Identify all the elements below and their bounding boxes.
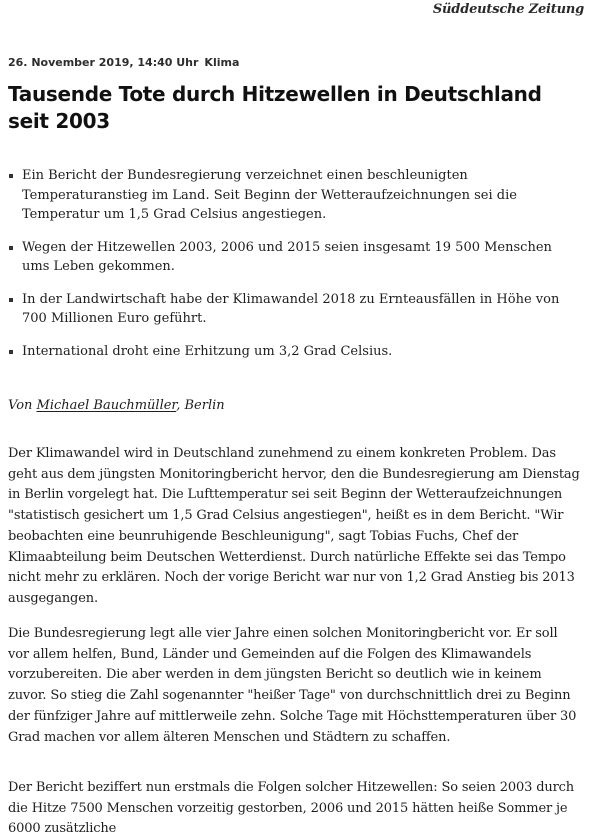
byline-location: , Berlin xyxy=(176,398,225,413)
bullet-icon xyxy=(9,298,13,302)
bullet-icon xyxy=(9,350,13,354)
summary-bullet xyxy=(8,238,573,277)
body-paragraph: Der Bericht beziffert nun erstmals die Folgen solcher Hitzewellen: So seien 2003 durch die Hitze 7500 Menschen vorzeitig gestorben, 2006 und 2015 hätten heiße Sommer je 6000 zusätzliche xyxy=(8,780,575,837)
bullet-text: Wegen der Hitzewellen 2003, 2006 und 2015 seien insgesamt 19 500 Menschen ums Leben gekommen. xyxy=(22,239,552,274)
newspaper-masthead[interactable]: Süddeutsche Zeitung xyxy=(432,2,584,17)
bullet-icon xyxy=(9,174,13,178)
bullet-text: International droht eine Erhitzung um 3,2 Grad Celsius. xyxy=(22,343,393,359)
summary-bullet-list xyxy=(8,166,573,374)
publish-date: 26. November 2019, 14:40 Uhr xyxy=(8,56,199,69)
author-link[interactable]: Michael Bauchmüller xyxy=(36,398,177,413)
summary-bullet xyxy=(8,342,573,362)
article-meta xyxy=(8,56,239,69)
byline-prefix: Von xyxy=(8,398,37,413)
bullet-icon xyxy=(9,246,13,250)
body-paragraph: Die Bundesregierung legt alle vier Jahre einen solchen Monitoringbericht vor. Er soll vor allem helfen, Bund, Länder und Gemeinden auf die Folgen des Klimawandels vorzubereiten. Die aber werden in dem jüngsten Bericht so deutlich wie in keinem zuvor. So stieg die Zahl sogenannter "heißer Tage" von durchschnittlich drei zu Beginn der fünfziger Jahre auf mittlerweile zehn. Solche Tage mit Höchsttemperaturen über 30 Grad machen vor allem älteren Menschen und Städtern zu schaffen. xyxy=(8,626,577,745)
bullet-text: In der Landwirtschaft habe der Klimawandel 2018 zu Ernteausfällen in Höhe von 700 Millionen Euro geführt. xyxy=(22,291,560,326)
category-label[interactable]: Klima xyxy=(204,56,240,69)
summary-bullet xyxy=(8,166,573,225)
article-headline: Tausende Tote durch Hitzewellen in Deutschland seit 2003 xyxy=(8,82,542,133)
article-byline xyxy=(8,398,225,413)
summary-bullet xyxy=(8,290,573,329)
body-paragraph: Der Klimawandel wird in Deutschland zunehmend zu einem konkreten Problem. Das geht aus dem jüngsten Monitoringbericht hervor, den die Bundesregierung am Dienstag in Berlin vorgelegt hat. Die Lufttemperatur sei seit Beginn der Wetteraufzeichnungen "statistisch gesichert um 1,5 Grad Celsius angestiegen", heißt es in dem Bericht. "Wir beobachten eine beunruhigende Beschleunigung", sagt Tobias Fuchs, Chef der Klimaabteilung beim Deutschen Wetterdienst. Durch natürliche Effekte sei das Tempo nicht mehr zu erklären. Noch der vorige Bericht war nur von 1,2 Grad Anstieg bis 2013 ausgegangen. xyxy=(8,446,580,606)
bullet-text: Ein Bericht der Bundesregierung verzeichnet einen beschleunigten Temperaturanstieg im Land. Seit Beginn der Wetteraufzeichnungen sei die Temperatur um 1,5 Grad Celsius angestiegen. xyxy=(22,168,517,222)
